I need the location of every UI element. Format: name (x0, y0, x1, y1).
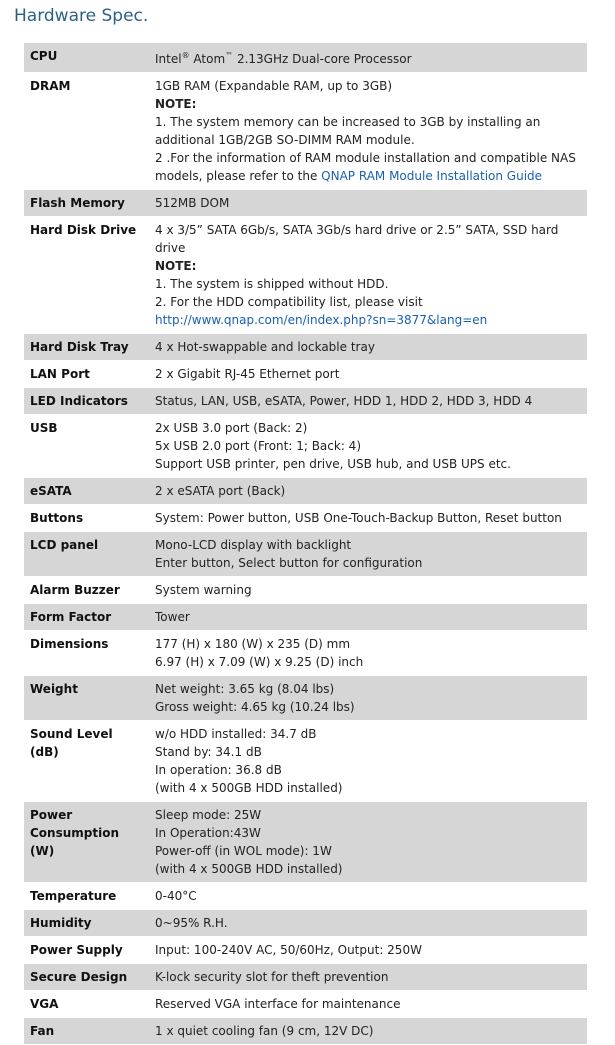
hdd-note-2: 2. For the HDD compatibility list, please visit (155, 295, 423, 309)
sound-label-line: (dB) (30, 745, 59, 759)
lcd-line: Enter button, Select button for configuration (155, 556, 423, 570)
page-title: Hardware Spec. (14, 6, 149, 26)
usb-line: 2x USB 3.0 port (Back: 2) (155, 421, 308, 435)
spec-label: USB (24, 415, 143, 478)
spec-value (143, 43, 587, 73)
dimensions-line: 177 (H) x 180 (W) x 235 (D) mm (155, 637, 351, 651)
spec-label: eSATA (24, 478, 143, 505)
spec-value: Input: 100-240V AC, 50/60Hz, Output: 250W (143, 937, 587, 964)
spec-row-flash (24, 190, 587, 217)
spec-row-cpu (24, 43, 587, 73)
usb-line: Support USB printer, pen drive, USB hub, and USB UPS etc. (155, 457, 511, 471)
weight-line: Net weight: 3.65 kg (8.04 lbs) (155, 682, 335, 696)
spec-row-dimensions (24, 631, 587, 676)
spec-row-power (24, 802, 587, 883)
spec-label: Flash Memory (24, 190, 143, 217)
spec-label: CPU (24, 43, 143, 73)
spec-label: Dimensions (24, 631, 143, 676)
spec-label: Secure Design (24, 964, 143, 991)
spec-value: 2 x eSATA port (Back) (143, 478, 587, 505)
note-label: NOTE: (155, 97, 197, 111)
cpu-brand: Intel (155, 52, 182, 66)
power-label-line: Consumption (30, 826, 120, 840)
spec-row-alarm (24, 577, 587, 604)
spec-value: Status, LAN, USB, eSATA, Power, HDD 1, HDD 2, HDD 3, HDD 4 (143, 388, 587, 415)
spec-row-lan (24, 361, 587, 388)
power-line: (with 4 x 500GB HDD installed) (155, 862, 343, 876)
spec-label: LCD panel (24, 532, 143, 577)
spec-row-led (24, 388, 587, 415)
spec-value (143, 217, 587, 334)
spec-row-weight (24, 676, 587, 721)
spec-label: Hard Disk Tray (24, 334, 143, 361)
spec-row-temperature (24, 883, 587, 910)
spec-value: 0~95% R.H. (143, 910, 587, 937)
spec-row-dram (24, 73, 587, 190)
sound-line: w/o HDD installed: 34.7 dB (155, 727, 317, 741)
usb-line: 5x USB 2.0 port (Front: 1; Back: 4) (155, 439, 361, 453)
spec-row-fan (24, 1018, 587, 1045)
power-line: Sleep mode: 25W (155, 808, 262, 822)
dimensions-line: 6.97 (H) x 7.09 (W) x 9.25 (D) inch (155, 655, 364, 669)
spec-label: VGA (24, 991, 143, 1018)
spec-value (143, 73, 587, 190)
spec-value: Reserved VGA interface for maintenance (143, 991, 587, 1018)
spec-label: Form Factor (24, 604, 143, 631)
spec-value (143, 676, 587, 721)
spec-value: System: Power button, USB One-Touch-Backup Button, Reset button (143, 505, 587, 532)
dram-note-2-text: 2 .For the information of RAM module installation and compatible NAS models, please refer to the (155, 151, 576, 183)
spec-value (143, 802, 587, 883)
note-label: NOTE: (155, 259, 197, 273)
spec-value: 4 x Hot-swappable and lockable tray (143, 334, 587, 361)
trademark-mark: ™ (225, 51, 234, 60)
dram-note-1: 1. The system memory can be increased to 3GB by installing an additional 1GB/2GB SO-DIMM RAM module. (155, 115, 541, 147)
spec-value: 512MB DOM (143, 190, 587, 217)
spec-label (24, 802, 143, 883)
spec-row-secure (24, 964, 587, 991)
spec-label: Power Supply (24, 937, 143, 964)
spec-value: 2 x Gigabit RJ-45 Ethernet port (143, 361, 587, 388)
spec-row-sound (24, 721, 587, 802)
cpu-detail: 2.13GHz Dual-core Processor (233, 52, 412, 66)
sound-label-line: Sound Level (30, 727, 113, 741)
spec-row-usb (24, 415, 587, 478)
spec-value: 0-40°C (143, 883, 587, 910)
spec-row-tray (24, 334, 587, 361)
spec-row-buttons (24, 505, 587, 532)
spec-value (143, 631, 587, 676)
spec-label: DRAM (24, 73, 143, 190)
sound-line: In operation: 36.8 dB (155, 763, 282, 777)
spec-row-lcd (24, 532, 587, 577)
power-line: Power-off (in WOL mode): 1W (155, 844, 332, 858)
power-label-line: (W) (30, 844, 55, 858)
spec-label: LED Indicators (24, 388, 143, 415)
spec-label: Alarm Buzzer (24, 577, 143, 604)
spec-value: K-lock security slot for theft prevention (143, 964, 587, 991)
spec-row-esata (24, 478, 587, 505)
spec-value (143, 415, 587, 478)
power-line: In Operation:43W (155, 826, 261, 840)
lcd-line: Mono-LCD display with backlight (155, 538, 352, 552)
spec-label: Buttons (24, 505, 143, 532)
hdd-line: 4 x 3/5” SATA 6Gb/s, SATA 3Gb/s hard drive or 2.5” SATA, SSD hard drive (155, 223, 559, 255)
registered-mark: ® (181, 51, 190, 60)
spec-label: Humidity (24, 910, 143, 937)
spec-row-hdd (24, 217, 587, 334)
spec-label: LAN Port (24, 361, 143, 388)
spec-row-psu (24, 937, 587, 964)
spec-value: Tower (143, 604, 587, 631)
spec-label: Temperature (24, 883, 143, 910)
spec-label: Hard Disk Drive (24, 217, 143, 334)
cpu-model: Atom (189, 52, 226, 66)
spec-row-humidity (24, 910, 587, 937)
sound-line: (with 4 x 500GB HDD installed) (155, 781, 343, 795)
spec-value (143, 721, 587, 802)
spec-label (24, 721, 143, 802)
spec-row-vga (24, 991, 587, 1018)
spec-label: Weight (24, 676, 143, 721)
hdd-compat-link[interactable]: http://www.qnap.com/en/index.php?sn=3877&lang=en (155, 313, 488, 327)
sound-line: Stand by: 34.1 dB (155, 745, 262, 759)
dram-line: 1GB RAM (Expandable RAM, up to 3GB) (155, 79, 393, 93)
dram-note-2 (155, 149, 581, 185)
spec-row-form (24, 604, 587, 631)
weight-line: Gross weight: 4.65 kg (10.24 lbs) (155, 700, 355, 714)
hdd-note-1: 1. The system is shipped without HDD. (155, 277, 389, 291)
hardware-spec-table (24, 43, 587, 1045)
spec-value (143, 532, 587, 577)
ram-guide-link[interactable]: QNAP RAM Module Installation Guide (321, 169, 543, 183)
spec-value: System warning (143, 577, 587, 604)
spec-label: Fan (24, 1018, 143, 1045)
spec-value: 1 x quiet cooling fan (9 cm, 12V DC) (143, 1018, 587, 1045)
power-label-line: Power (30, 808, 73, 822)
